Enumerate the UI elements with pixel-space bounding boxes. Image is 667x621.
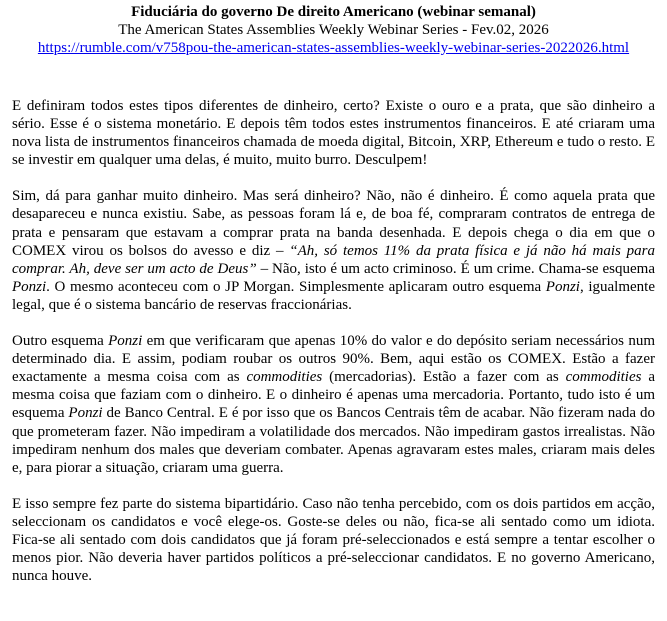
text-run: Outro esquema — [12, 333, 109, 350]
text-run: a mesma coisa que faziam com o dinheiro. E o dinheiro é apenas uma mercadoria. Portanto, tudo isto é um esquema — [12, 369, 655, 422]
document-body — [12, 97, 655, 585]
text-run: de Banco Central. E é por isso que os Bancos Centrais têm de acabar. Não fizeram nada do que prometeram fazer. Não impediram a volatilidade dos mercados. Não impediram gastos irrealistas. Não impediram nenhum dos males que deveriam combater. Apenas agravaram estes males, criaram mais deles e, para piorar a situação, criaram uma guerra. — [12, 405, 655, 476]
text-run: Sim, dá para ganhar muito dinheiro. Mas será dinheiro? Não, não é dinheiro. É como aquela prata que desapareceu e nunca existiu. Sabe, as pessoas foram lá e, de boa fé, compraram contratos de entrega de prata e pensaram que estavam a comprar prata na banda desenhada. E depois chega o dia em que o COMEX virou os bolsos do avesso e diz – — [12, 188, 655, 259]
paragraph-4: E isso sempre fez parte do sistema bipartidário. Caso não tenha percebido, com os dois partidos em acção, seleccionam os candidatos e você elege-os. Goste-se deles ou não, fica-se ali sentado como um idiota. Fica-se ali sentado com dois candidatos que já foram pré-seleccionados e está sempre a tentar escolher o menos pior. Não deveria haver partidos políticos a pré-seleccionar candidatos. E no governo Americano, nunca houve. — [12, 495, 655, 585]
italic-term: Ponzi — [68, 405, 103, 422]
italic-term: commodities — [565, 369, 642, 386]
document-title: Fiduciária do governo De direito Americano (webinar semanal) — [131, 4, 536, 20]
source-link[interactable]: https://rumble.com/v758pou-the-american-states-assemblies-weekly-webinar-series-2022026.html — [37, 40, 630, 56]
text-run: em que verificaram que apenas 10% do valor e do depósito seriam necessários num determinado dia. E assim, podiam roubar os outros 90%. Bem, aqui estão os COMEX. Estão a fazer exactamente a mesma coisa com as — [12, 333, 655, 386]
text-run: , igualmente legal, que é o sistema bancário de reservas fraccionárias. — [12, 278, 655, 313]
text-run: . O mesmo aconteceu com o JP Morgan. Simplesmente aplicaram outro esquema — [46, 278, 546, 295]
italic-term: Ponzi — [545, 278, 580, 295]
italic-term: Ponzi — [108, 333, 143, 350]
quote-italic: “Ah, só temos 11% da prata física e já não há mais para comprar. Ah, deve ser um acto de Deus” — [12, 242, 655, 277]
document-subtitle: The American States Assemblies Weekly Webinar Series - Fev.02, 2026 — [118, 22, 549, 38]
paragraph-1: E definiram todos estes tipos diferentes de dinheiro, certo? Existe o ouro e a prata, que são dinheiro a sério. Esse é o sistema monetário. E depois têm todos estes instrumentos financeiros. E até criaram uma nova lista de instrumentos financeiros chamada de moeda digital, Bitcoin, XRP, Ethereum e tudo o resto. E se investir em qualquer uma delas, é muito, muito burro. Desculpem! — [12, 98, 655, 169]
italic-term: commodities — [246, 369, 323, 386]
document-header — [12, 3, 655, 57]
text-run: – Não, isto é um acto criminoso. É um crime. Chama-se esquema — [256, 260, 655, 277]
paragraph-2 — [12, 187, 655, 314]
text-run: (mercadorias). Estão a fazer com as — [322, 369, 566, 386]
paragraph-3 — [12, 332, 655, 477]
italic-term: Ponzi — [12, 278, 47, 295]
